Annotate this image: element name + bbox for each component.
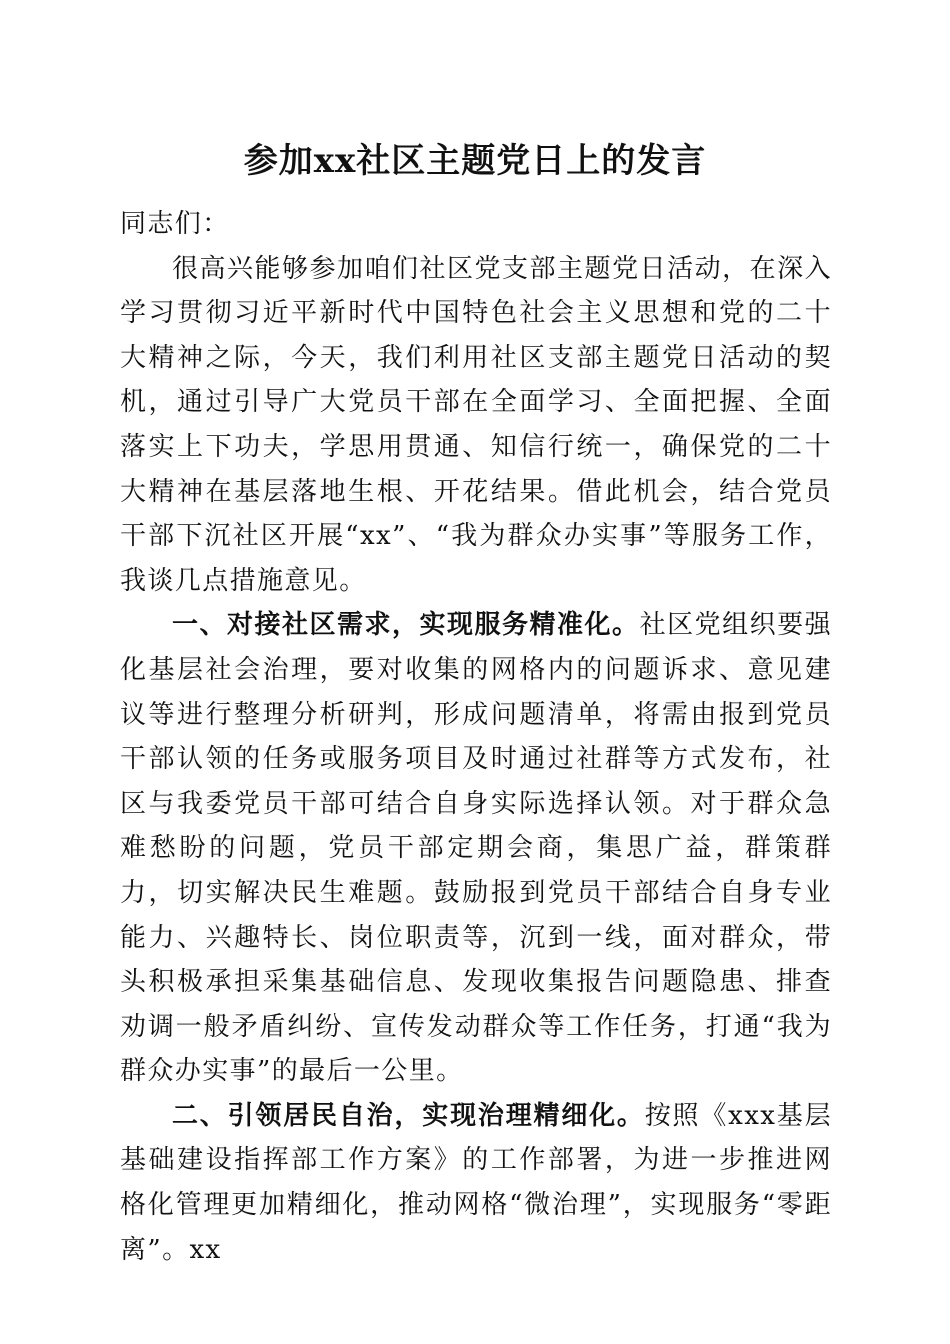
section-heading: 一、对接社区需求，实现服务精准化。 — [172, 610, 640, 641]
document-title: 参加xx社区主题党日上的发言 — [243, 141, 707, 181]
paragraph-intro — [120, 247, 832, 604]
paragraph-section-2 — [120, 1094, 832, 1272]
document-body — [120, 202, 832, 1272]
paragraph-text: 很高兴能够参加咱们社区党支部主题党日活动，在深入学习贯彻习近平新时代中国特色社会主义思想和党的二十大精神之际，今天，我们利用社区支部主题党日活动的契机，通过引导广大党员干部在全面学习、全面把握、全面落实上下功夫，学思用贯通、知信行统一，确保党的二十大精神在基层落地生根、开花结果。借此机会，结合党员干部下沉社区开展“xx”、“我为群众办实事”等服务工作，我谈几点措施意见。 — [120, 253, 832, 596]
salutation: 同志们： — [120, 209, 230, 239]
paragraph-section-1 — [120, 603, 832, 1094]
section-heading: 二、引领居民自治，实现治理精细化。 — [172, 1100, 645, 1131]
paragraph-text: 按照《xxx基层基础建设指挥部工作方案》的工作部署，为进一步推进网格化管理更加精细化，推动网格“微治理”，实现服务“零距离”。xx — [120, 1100, 832, 1265]
paragraph-text: 社区党组织要强化基层社会治理，要对收集的网格内的问题诉求、意见建议等进行整理分析研判，形成问题清单，将需由报到党员干部认领的任务或服务项目及时通过社群等方式发布，社区与我委党员干部可结合自身实际选择认领。对于群众急难愁盼的问题，党员干部定期会商，集思广益，群策群力，切实解决民生难题。鼓励报到党员干部结合自身专业能力、兴趣特长、岗位职责等，沉到一线，面对群众，带头积极承担采集基础信息、发现收集报告问题隐患、排查劝调一般矛盾纠纷、宣传发动群众等工作任务，打通“我为群众办实事”的最后一公里。 — [120, 610, 832, 1087]
